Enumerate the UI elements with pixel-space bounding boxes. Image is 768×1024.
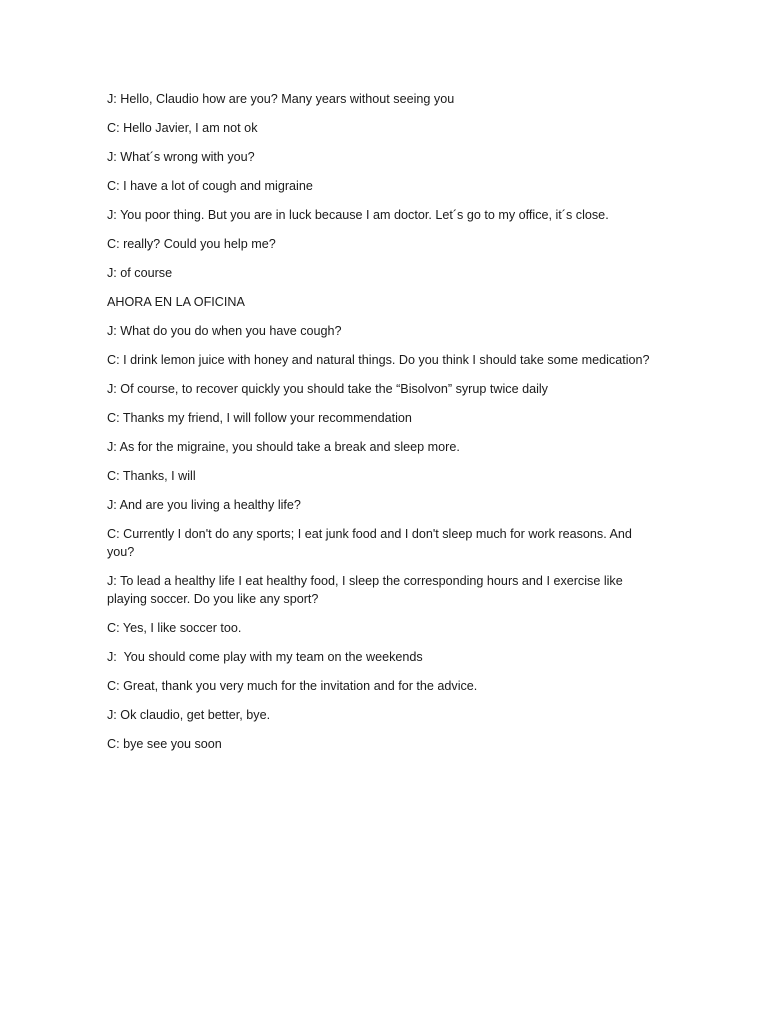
paragraph-10: C: I drink lemon juice with honey and natural things. Do you think I should take some medication? [107,353,650,367]
document-body [107,90,657,764]
paragraph-14: C: Thanks, I will [107,469,196,483]
paragraph-12: C: Thanks my friend, I will follow your recommendation [107,411,412,425]
paragraph-3: J: What´s wrong with you? [107,150,255,164]
paragraph-7: J: of course [107,266,173,280]
paragraph-5: J: You poor thing. But you are in luck because I am doctor. Let´s go to my office, it´s close. [107,208,609,222]
section-heading: AHORA EN LA OFICINA [107,295,245,309]
paragraph-15: J: And are you living a healthy life? [107,498,301,512]
paragraph-21: J: Ok claudio, get better, bye. [107,708,271,722]
paragraph-2: C: Hello Javier, I am not ok [107,121,258,135]
paragraph-9: J: What do you do when you have cough? [107,324,342,338]
paragraph-18: C: Yes, I like soccer too. [107,621,242,635]
paragraph-16: C: Currently I don't do any sports; I eat junk food and I don't sleep much for work reasons. And you? [107,527,636,559]
paragraph-17: J: To lead a healthy life I eat healthy food, I sleep the corresponding hours and I exercise like playing soccer. Do you like any sport? [107,574,627,606]
paragraph-6: C: really? Could you help me? [107,237,276,251]
paragraph-11: J: Of course, to recover quickly you should take the “Bisolvon” syrup twice daily [107,382,548,396]
paragraph-13: J: As for the migraine, you should take a break and sleep more. [107,440,460,454]
paragraph-20: C: Great, thank you very much for the invitation and for the advice. [107,679,478,693]
paragraph-1: J: Hello, Claudio how are you? Many years without seeing you [107,92,455,106]
paragraph-4: C: I have a lot of cough and migraine [107,179,313,193]
paragraph-22: C: bye see you soon [107,737,222,751]
paragraph-19: J: You should come play with my team on the weekends [107,650,423,664]
